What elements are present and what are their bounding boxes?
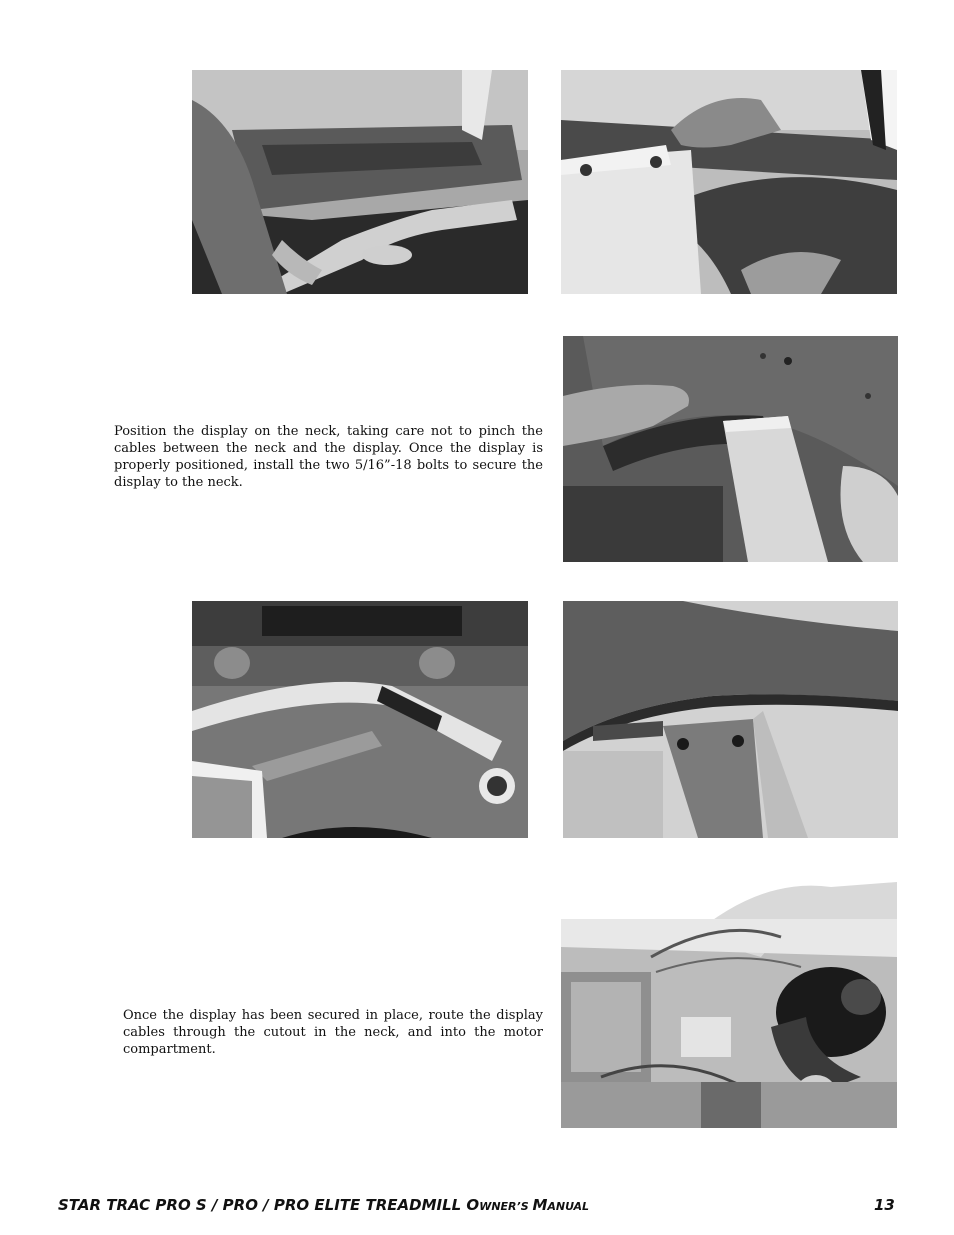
photo-display-underside [563,601,898,838]
footer-title-main: STAR TRAC PRO S / PRO / PRO ELITE TREADMILL [58,1196,467,1214]
photo-cable-routing-top [561,70,897,294]
photo-lifting-display [192,70,528,294]
page-number: 13 [874,1196,895,1214]
instruction-position-display: Position the display on the neck, taking care not to pinch the cables between the neck and the display. Once the display is properly positioned, install the two 5/16”-18 bolts to secure the display to the neck. [114,424,543,490]
footer-title-o: O [466,1196,480,1214]
footer-manual-title [58,1196,589,1214]
photo-console-front [192,601,528,838]
footer-title-wners: WNER’S [479,1200,533,1213]
instruction-route-cables: Once the display has been secured in place, route the display cables through the cutout in the neck, and into the motor compartment. [123,1008,543,1057]
footer-title-anual: ANUAL [547,1200,590,1213]
footer-title-m: M [532,1196,548,1214]
photo-positioning-display [563,336,898,562]
photo-motor-compartment [561,877,897,1128]
